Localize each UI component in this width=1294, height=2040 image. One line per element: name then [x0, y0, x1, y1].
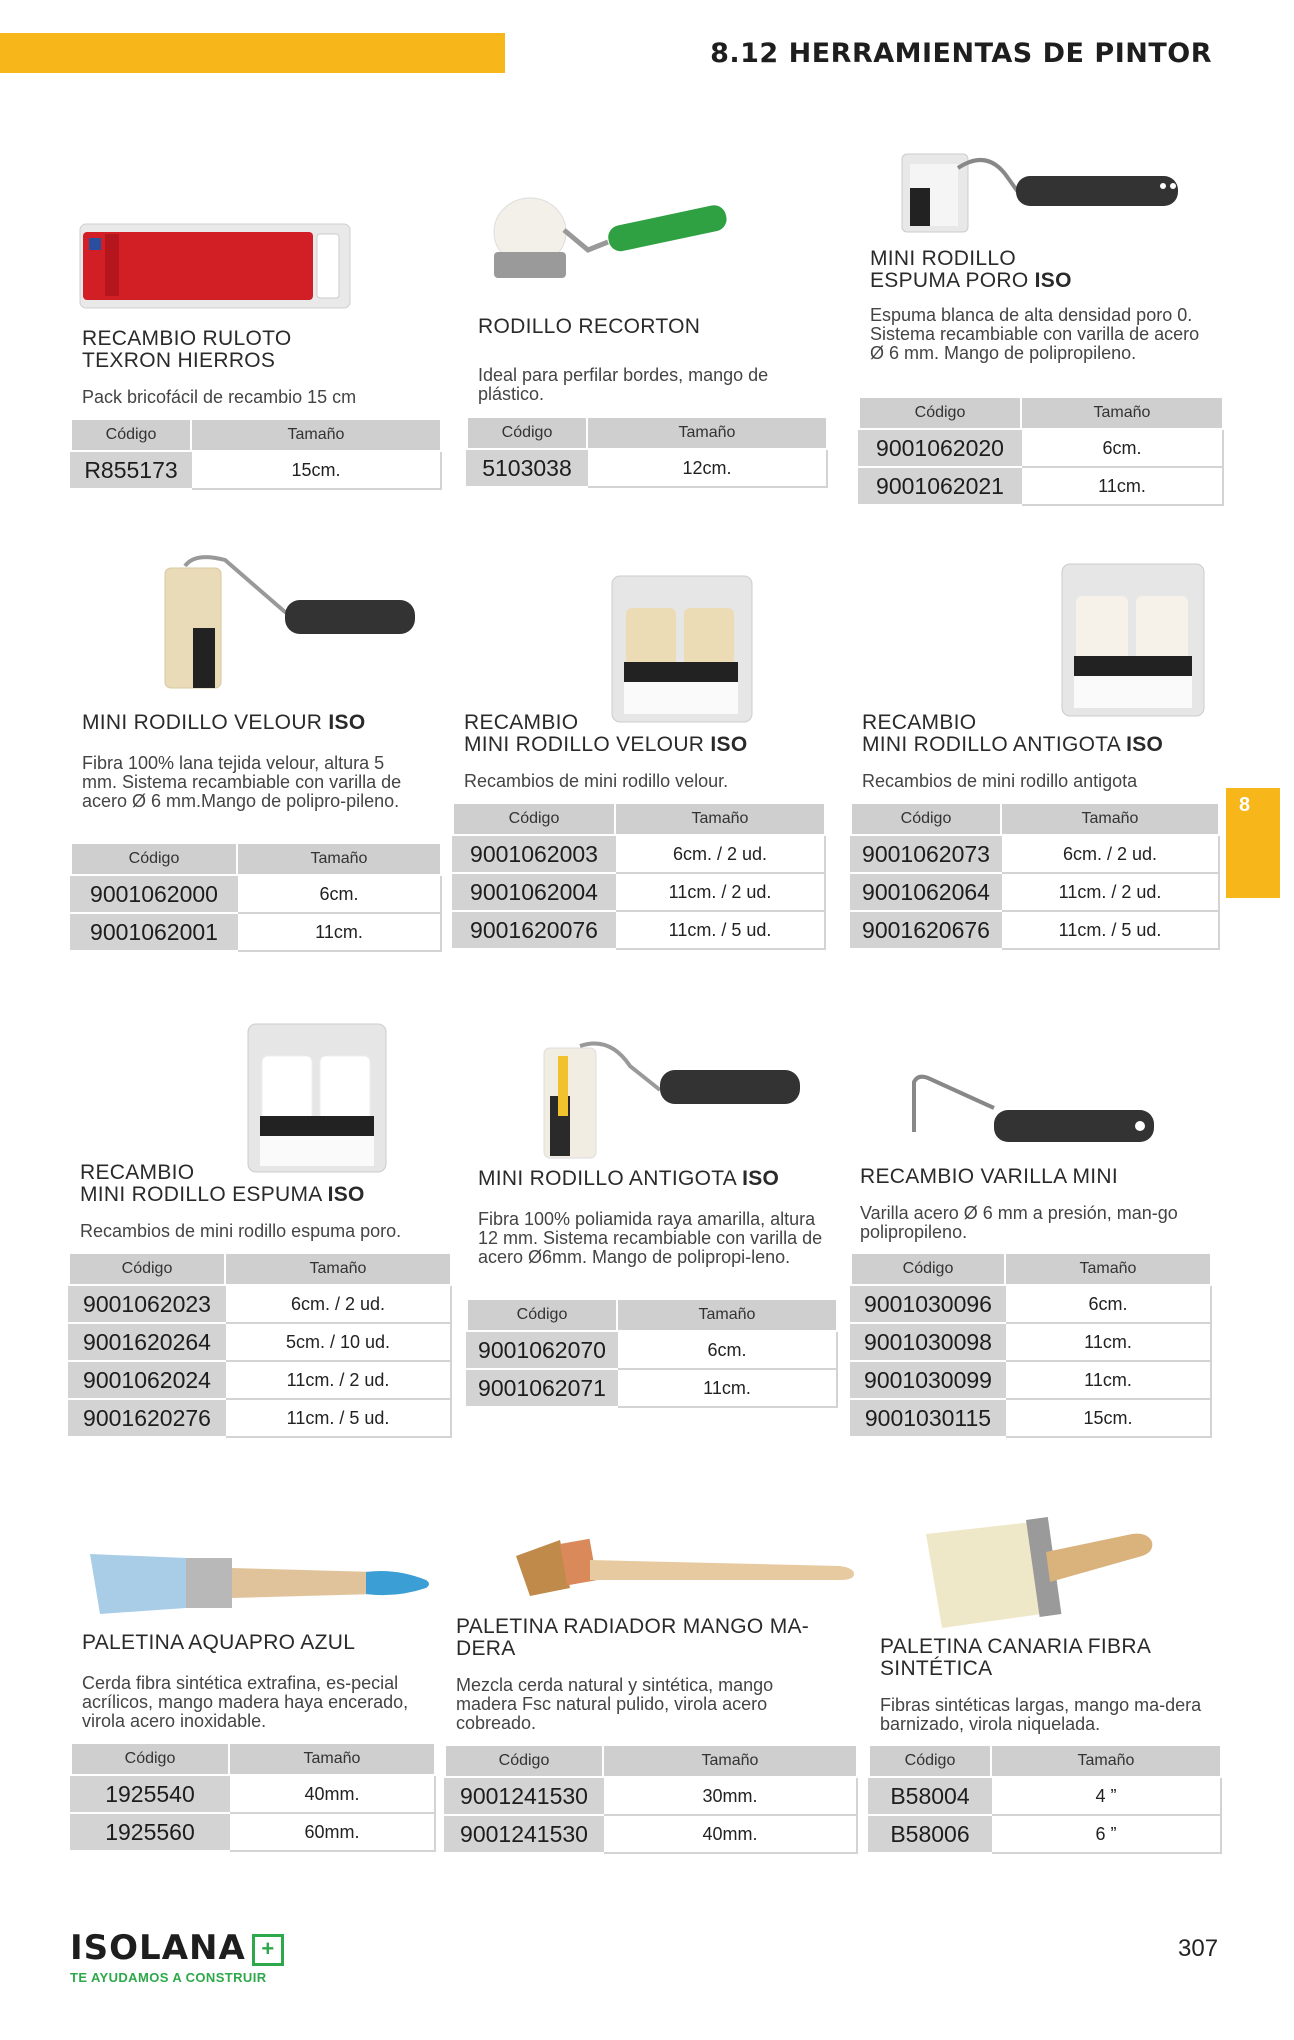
table-row — [851, 873, 1219, 911]
product-size: 4 ” — [991, 1777, 1221, 1815]
brand-logo[interactable] — [70, 1928, 284, 1985]
product-table — [466, 1298, 838, 1408]
product-code: 9001062001 — [71, 913, 237, 951]
plus-icon: + — [252, 1934, 284, 1966]
product-size: 60mm. — [229, 1813, 435, 1851]
refill-pack-image — [75, 220, 355, 312]
section-title: 8.12 HERRAMIENTAS DE PINTOR — [710, 38, 1212, 69]
table-row — [71, 913, 441, 951]
brand-name: ISOLANA — [70, 1928, 246, 1968]
product-table — [868, 1744, 1222, 1854]
product-description: Varilla acero Ø 6 mm a presión, man-go polipropileno. — [860, 1203, 1178, 1242]
radiator-brush-image — [510, 1530, 860, 1610]
product-size: 6cm. — [617, 1331, 837, 1369]
code-header: Código — [467, 417, 587, 449]
table-row — [851, 911, 1219, 949]
product-size: 11cm. — [237, 913, 441, 951]
chapter-tab[interactable] — [1226, 788, 1280, 898]
table-row — [69, 1399, 451, 1437]
code-header: Código — [445, 1745, 603, 1777]
product-code: 9001620264 — [69, 1323, 225, 1361]
product-code: B58004 — [869, 1777, 991, 1815]
product-description: Mezcla cerda natural y sintética, mango madera Fsc natural pulido, virola acero cobreado. — [456, 1675, 774, 1733]
product-code: 5103038 — [467, 449, 587, 487]
table-row — [71, 875, 441, 913]
product-table — [70, 1742, 436, 1852]
product-name: MINI RODILLO ANTIGOTA ISO — [478, 1167, 780, 1190]
size-header: Tamaño — [603, 1745, 857, 1777]
table-row — [71, 1775, 435, 1813]
table-row — [453, 835, 825, 873]
product-code: 9001062020 — [859, 429, 1021, 467]
size-header: Tamaño — [617, 1299, 837, 1331]
brand-tagline: TE AYUDAMOS A CONSTRUIR — [70, 1970, 267, 1985]
code-header: Código — [851, 1253, 1005, 1285]
product-size: 6cm. / 2 ud. — [225, 1285, 451, 1323]
product-description: Recambios de mini rodillo espuma poro. — [80, 1221, 402, 1241]
product-size: 40mm. — [603, 1815, 857, 1853]
product-size: 11cm. / 5 ud. — [225, 1399, 451, 1437]
size-header: Tamaño — [229, 1743, 435, 1775]
product-table — [850, 802, 1220, 950]
code-header: Código — [71, 1743, 229, 1775]
product-code: 9001030115 — [851, 1399, 1005, 1437]
product-size: 15cm. — [191, 451, 441, 489]
product-code: 9001062024 — [69, 1361, 225, 1399]
product-table — [68, 1252, 452, 1438]
product-description: Espuma blanca de alta densidad poro 0. Sistema recambiable con varilla de acero Ø 6 mm. Mango de polipropileno. — [870, 305, 1200, 363]
product-description: Recambios de mini rodillo antigota — [862, 771, 1138, 791]
product-table — [452, 802, 826, 950]
product-code: 9001062071 — [467, 1369, 617, 1407]
product-size: 11cm. — [617, 1369, 837, 1407]
table-row — [453, 911, 825, 949]
table-row — [851, 1399, 1211, 1437]
roller-frame-image — [904, 1072, 1164, 1162]
mini-roller-image — [898, 148, 1188, 238]
product-code: 9001062064 — [851, 873, 1001, 911]
product-size: 15cm. — [1005, 1399, 1211, 1437]
product-name: MINI RODILLO ESPUMA PORO ISO — [870, 247, 1072, 292]
table-row — [467, 1369, 837, 1407]
header-accent-bar — [0, 33, 505, 73]
size-header: Tamaño — [225, 1253, 451, 1285]
table-row — [69, 1323, 451, 1361]
code-header: Código — [851, 803, 1001, 835]
product-size: 11cm. / 5 ud. — [1001, 911, 1219, 949]
product-name: PALETINA AQUAPRO AZUL — [82, 1631, 356, 1654]
size-header: Tamaño — [1021, 397, 1223, 429]
code-header: Código — [467, 1299, 617, 1331]
product-size: 40mm. — [229, 1775, 435, 1813]
product-description: Cerda fibra sintética extrafina, es-pecial acrílicos, mango madera haya encerado, virola acero inoxidable. — [82, 1673, 409, 1731]
product-code: 9001620076 — [453, 911, 615, 949]
table-row — [71, 451, 441, 489]
code-header: Código — [69, 1253, 225, 1285]
size-header: Tamaño — [1001, 803, 1219, 835]
product-size: 5cm. / 10 ud. — [225, 1323, 451, 1361]
product-size: 11cm. / 5 ud. — [615, 911, 825, 949]
antigota-roller-image — [540, 1036, 810, 1166]
product-code: 9001062070 — [467, 1331, 617, 1369]
code-header: Código — [869, 1745, 991, 1777]
product-code: 9001030099 — [851, 1361, 1005, 1399]
size-header: Tamaño — [587, 417, 827, 449]
velour-roller-image — [135, 552, 425, 700]
product-size: 11cm. — [1021, 467, 1223, 505]
table-row — [467, 449, 827, 487]
product-code: 9001030098 — [851, 1323, 1005, 1361]
table-row — [467, 1331, 837, 1369]
blue-brush-image — [86, 1548, 436, 1618]
code-header: Código — [71, 419, 191, 451]
product-size: 11cm. / 2 ud. — [1001, 873, 1219, 911]
table-row — [859, 467, 1223, 505]
table-row — [69, 1361, 451, 1399]
product-code: B58006 — [869, 1815, 991, 1853]
product-name: RECAMBIO MINI RODILLO ANTIGOTA ISO — [862, 711, 1164, 756]
product-name: RECAMBIO MINI RODILLO ESPUMA ISO — [80, 1161, 365, 1206]
product-code: 9001062073 — [851, 835, 1001, 873]
product-description: Pack bricofácil de recambio 15 cm — [82, 387, 357, 407]
size-header: Tamaño — [237, 843, 441, 875]
code-header: Código — [71, 843, 237, 875]
product-code: 9001620276 — [69, 1399, 225, 1437]
table-row — [851, 1285, 1211, 1323]
product-code: 9001620676 — [851, 911, 1001, 949]
product-description: Fibras sintéticas largas, mango ma-dera barnizado, virola niquelada. — [880, 1695, 1202, 1734]
product-description: Recambios de mini rodillo velour. — [464, 771, 729, 791]
product-code: 1925540 — [71, 1775, 229, 1813]
product-code: 9001241530 — [445, 1777, 603, 1815]
table-row — [869, 1815, 1221, 1853]
product-size: 11cm. — [1005, 1323, 1211, 1361]
code-header: Código — [859, 397, 1021, 429]
code-header: Código — [453, 803, 615, 835]
product-name: PALETINA RADIADOR MANGO MA- DERA — [456, 1615, 810, 1660]
product-description: Fibra 100% lana tejida velour, altura 5 mm. Sistema recambiable con varilla de acero Ø 6 mm.Mango de polipro-pileno. — [82, 753, 402, 811]
product-size: 6cm. / 2 ud. — [1001, 835, 1219, 873]
product-table — [70, 418, 442, 490]
page-number: 307 — [1178, 1935, 1219, 1962]
table-row — [851, 1361, 1211, 1399]
product-table — [466, 416, 828, 488]
product-name: MINI RODILLO VELOUR ISO — [82, 711, 366, 734]
product-description: Fibra 100% poliamida raya amarilla, altura 12 mm. Sistema recambiable con varilla de acero Ø6mm. Mango de polipropi-leno. — [478, 1209, 823, 1267]
product-name: RECAMBIO VARILLA MINI — [860, 1165, 1118, 1188]
product-table — [70, 842, 442, 952]
recorton-roller-image — [478, 190, 748, 310]
table-row — [69, 1285, 451, 1323]
antigota-refill-image — [1058, 560, 1208, 720]
product-size: 12cm. — [587, 449, 827, 487]
size-header: Tamaño — [1005, 1253, 1211, 1285]
table-row — [869, 1777, 1221, 1815]
product-code: 9001062021 — [859, 467, 1021, 505]
product-table — [858, 396, 1224, 506]
product-size: 6cm. — [237, 875, 441, 913]
size-header: Tamaño — [615, 803, 825, 835]
product-code: 9001062023 — [69, 1285, 225, 1323]
table-row — [445, 1777, 857, 1815]
product-code: 9001062003 — [453, 835, 615, 873]
product-size: 11cm. — [1005, 1361, 1211, 1399]
table-row — [71, 1813, 435, 1851]
product-name: RECAMBIO MINI RODILLO VELOUR ISO — [464, 711, 748, 756]
size-header: Tamaño — [191, 419, 441, 451]
product-size: 6cm. — [1005, 1285, 1211, 1323]
product-table — [444, 1744, 858, 1854]
table-row — [453, 873, 825, 911]
foam-refill-image — [244, 1020, 390, 1176]
product-size: 11cm. / 2 ud. — [225, 1361, 451, 1399]
table-row — [445, 1815, 857, 1853]
product-size: 6 ” — [991, 1815, 1221, 1853]
product-code: 9001062004 — [453, 873, 615, 911]
product-description: Ideal para perfilar bordes, mango de plástico. — [478, 365, 769, 404]
product-size: 6cm. / 2 ud. — [615, 835, 825, 873]
table-row — [859, 429, 1223, 467]
product-code: 1925560 — [71, 1813, 229, 1851]
table-row — [851, 1323, 1211, 1361]
chapter-tab-label: 8 — [1239, 794, 1251, 816]
table-row — [851, 835, 1219, 873]
product-size: 11cm. / 2 ud. — [615, 873, 825, 911]
product-name: RECAMBIO RULOTO TEXRON HIERROS — [82, 327, 292, 372]
product-code: 9001241530 — [445, 1815, 603, 1853]
product-table — [850, 1252, 1212, 1438]
velour-refill-image — [608, 572, 756, 726]
product-code: R855173 — [71, 451, 191, 489]
product-name: PALETINA CANARIA FIBRA SINTÉTICA — [880, 1635, 1152, 1680]
canaria-brush-image — [922, 1504, 1162, 1634]
product-name: RODILLO RECORTON — [478, 315, 701, 338]
product-code: 9001062000 — [71, 875, 237, 913]
size-header: Tamaño — [991, 1745, 1221, 1777]
product-code: 9001030096 — [851, 1285, 1005, 1323]
product-size: 30mm. — [603, 1777, 857, 1815]
product-size: 6cm. — [1021, 429, 1223, 467]
